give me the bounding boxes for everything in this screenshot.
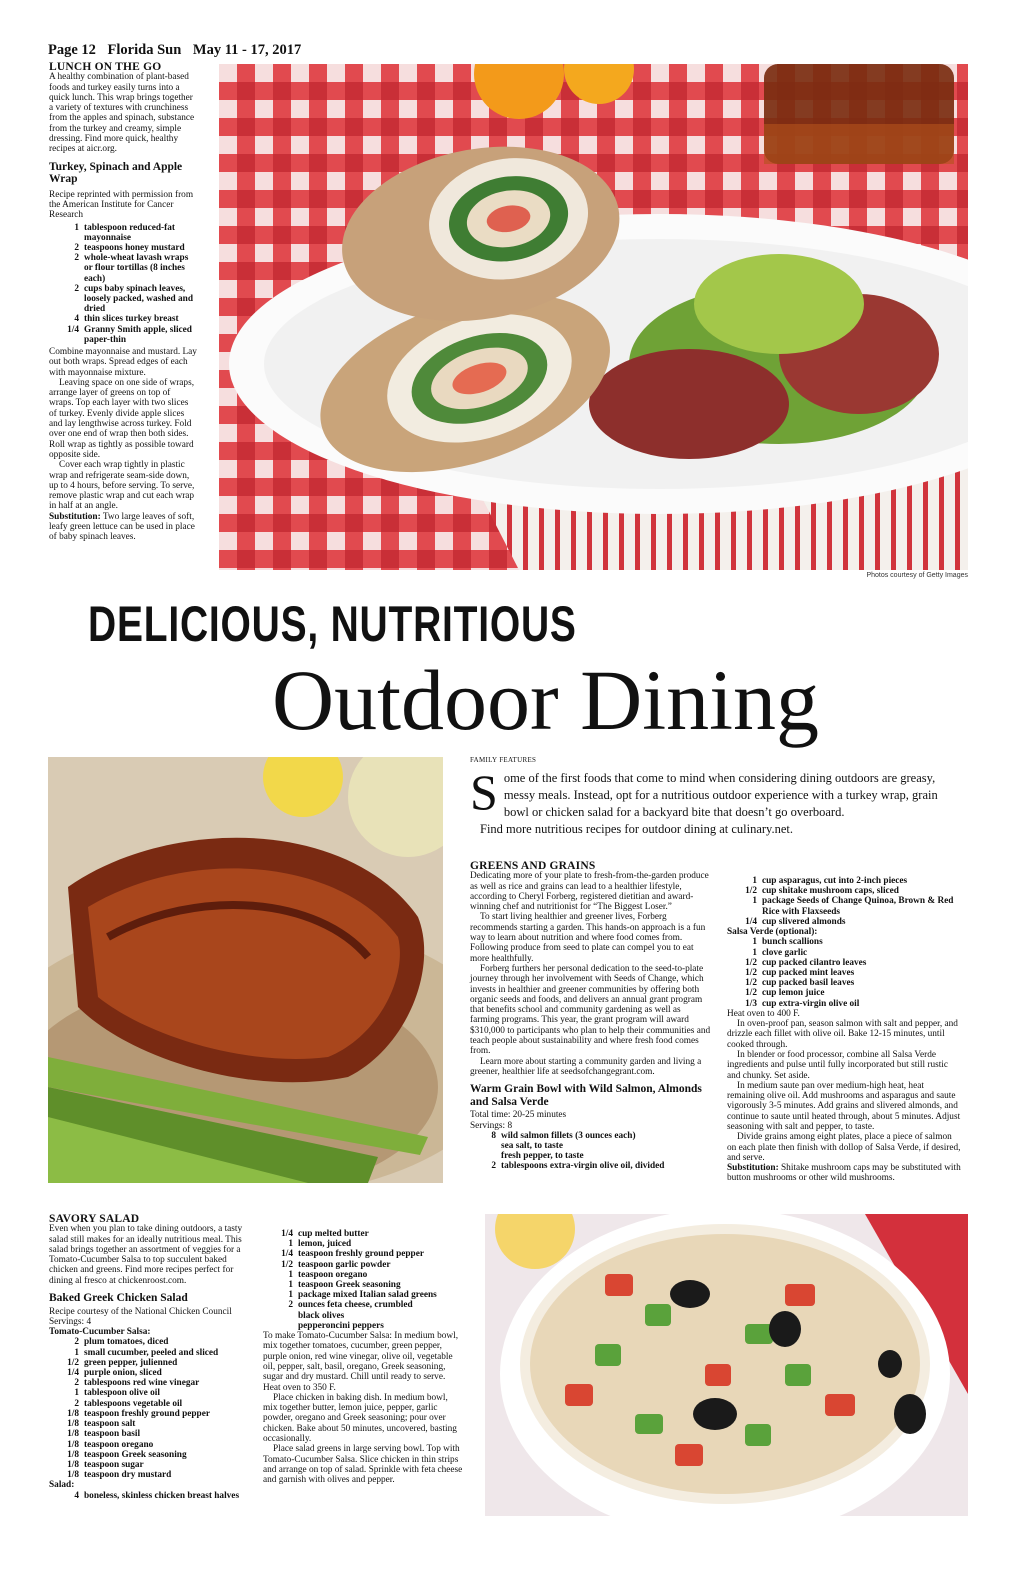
ingredient-quantity: 1/4 xyxy=(67,1368,79,1379)
grain-step-4: In medium saute pan over medium-high heat, heat remaining olive oil. Add mushrooms and asparagus and saute vigorously 3-5 minutes. Add grains and slivered almonds, and continue to saute until heated through, about 5 minutes. Adjust seasoning with salt and pepper, to taste. xyxy=(727,1080,961,1132)
lunch-column xyxy=(49,62,197,543)
grain-substitution xyxy=(727,1163,963,1184)
greens-para-3: Forberg furthers her personal dedication to the seed-to-plate journey through her involvement with Seeds of Change, which invests in healthier and greener communities by offering both organic seeds and foods, and delivers an annual grant program that benefits school and community gardening as well as farming programs. This year, the grant program will award $310,000 to participants who plan to help their communities and teach people about sustainability and where fresh food comes from. xyxy=(470,963,711,1057)
ingredient-text: package mixed Italian salad greens xyxy=(298,1290,437,1301)
ingredient-quantity: 1/4 xyxy=(67,324,79,335)
grain-sub-label: Substitution: xyxy=(727,1163,779,1174)
salad-step-1: To make Tomato-Cucumber Salsa: In medium bowl, mix together tomatoes, cucumber, green pepper, purple onion, red wine vinegar, olive oil, vegetable oil, pepper, salt, basil, oregano, Greek seasoning, sugar and dry mustard. Chill until ready to serve. xyxy=(263,1331,459,1383)
intro-more: Find more nutritious recipes for outdoor dining at culinary.net. xyxy=(480,822,794,836)
ingredient-text: cups baby spinach leaves, loosely packed, washed and dried xyxy=(84,283,194,315)
grain-ingredients-b xyxy=(727,876,963,927)
grain-step-2: In oven-proof pan, season salmon with salt and pepper, and drizzle each fillet with olive oil. Bake 12-15 minutes, until cooked through. xyxy=(727,1019,958,1050)
ingredient-text: tablespoon olive oil xyxy=(84,1388,160,1399)
ingredient-quantity xyxy=(470,1141,496,1151)
salad-intro: Even when you plan to take dining outdoors, a tasty salad still makes for an ideally nutritious meal. This salad brings together an assortment of veggies for a Tomato-Cucumber Salsa to top succulent baked chicken and greens. Find more recipes perfect for dining al fresco at chickenroost.com. xyxy=(49,1224,243,1286)
headline-main: Outdoor Dining xyxy=(272,652,820,748)
salmon-photo-illustration xyxy=(48,757,443,1183)
tomato-salsa-label: Tomato-Cucumber Salsa: xyxy=(49,1327,151,1338)
salad-step-3: Place chicken in baking dish. In medium bowl, mix together butter, lemon juice, pepper, garlic powder, oregano and Greek seasoning; pour over chicken. Bake about 50 minutes, uncovered, basting occasionally. xyxy=(263,1392,457,1444)
ingredient-text: cup shitake mushroom caps, sliced xyxy=(762,886,899,897)
wrap-step-2: Leaving space on one side of wraps, arrange layer of greens on top of wraps. Top each layer with two slices of turkey. Evenly divide apple slices and lay lengthwise across turkey. Fold over one end of wrap then both sides. Roll wrap as tightly as possible toward opposite side. xyxy=(49,377,195,460)
ingredient-text: cup packed mint leaves xyxy=(762,967,855,978)
salsa-verde-ingredients xyxy=(727,937,963,1008)
grain-recipe-title: Warm Grain Bowl with Wild Salmon, Almonds and Salsa Verde xyxy=(470,1083,702,1108)
ingredient-text: boneless, skinless chicken breast halves xyxy=(84,1490,240,1501)
ingredient-quantity: 1/8 xyxy=(67,1439,79,1450)
ingredient-quantity: 4 xyxy=(74,1490,79,1501)
wrap-substitution xyxy=(49,512,197,543)
ingredient-quantity: 1/2 xyxy=(745,978,757,989)
ingredient-quantity: 1/8 xyxy=(67,1449,79,1460)
ingredient-text: teaspoon freshly ground pepper xyxy=(298,1249,424,1260)
ingredient-text: cup slivered almonds xyxy=(762,916,846,927)
ingredient-text: tablespoons extra-virgin olive oil, divided xyxy=(501,1161,665,1172)
ingredient-quantity: 2 xyxy=(74,1398,79,1409)
greens-para-4: Learn more about starting a community garden and living a greener, healthier life at seedsofchangegrant.com. xyxy=(470,1056,702,1077)
ingredient-quantity: 1 xyxy=(74,222,79,233)
ingredient-quantity: 2 xyxy=(491,1161,496,1172)
ingredient-text: bunch scallions xyxy=(762,937,823,948)
ingredient-text: cup packed basil leaves xyxy=(762,978,855,989)
ingredient-quantity: 1/4 xyxy=(745,916,757,927)
salad-step-4: Place salad greens in large serving bowl. Top with Tomato-Cucumber Salsa. Slice chicken in thin strips and arrange on top of salad. Sprinkle with feta cheese and garnish with olives and pepper. xyxy=(263,1444,463,1486)
salad-step-2: Heat oven to 350 F. xyxy=(263,1382,336,1393)
greens-para-1: Dedicating more of your plate to fresh-from-the-garden produce as well as rice and grains can lead to a healthier lifestyle, according to Cheryl Forberg, registered dietitian and award-winning chef and nutritionist for “The Biggest Loser.” xyxy=(470,871,709,913)
salsa-verde-label: Salsa Verde (optional): xyxy=(727,927,818,938)
intro-lead xyxy=(470,764,960,838)
ingredient-quantity: 2 xyxy=(74,253,79,264)
salad-column-2 xyxy=(263,1229,463,1485)
greens-column xyxy=(470,861,712,1172)
ingredient-quantity: 1/8 xyxy=(67,1408,79,1419)
grain-time: Total time: 20-25 minutes xyxy=(470,1110,567,1121)
chicken-recipe-credit: Recipe courtesy of the National Chicken Council xyxy=(49,1306,232,1317)
ingredient-text: ounces feta cheese, crumbled xyxy=(298,1300,413,1311)
ingredient-text: tablespoons red wine vinegar xyxy=(84,1378,200,1389)
ingredient-text: cup melted butter xyxy=(298,1229,369,1239)
ingredient-text: teaspoon oregano xyxy=(84,1439,154,1450)
ingredient-quantity xyxy=(470,1151,496,1161)
chicken-servings: Servings: 4 xyxy=(49,1316,92,1327)
ingredient-quantity: 1 xyxy=(752,947,757,958)
ingredient-quantity: 1/8 xyxy=(67,1429,79,1440)
ingredient-text: teaspoon oregano xyxy=(298,1269,368,1280)
ingredient-text: teaspoons honey mustard xyxy=(84,242,185,253)
ingredient-text: small cucumber, peeled and sliced xyxy=(84,1347,219,1358)
wrap-recipe-title: Turkey, Spinach and Apple Wrap xyxy=(49,160,183,186)
tomato-salsa-ingredients xyxy=(49,1337,249,1480)
salmon-photo xyxy=(48,757,443,1183)
ingredient-text: whole-wheat lavash wraps or flour tortillas (8 inches each) xyxy=(84,253,189,284)
ingredient-quantity: 2 xyxy=(74,1337,79,1348)
grain-servings: Servings: 8 xyxy=(470,1120,513,1131)
ingredient-quantity: 8 xyxy=(491,1130,496,1141)
salad-photo xyxy=(485,1214,968,1516)
page-header xyxy=(48,42,309,59)
ingredient-quantity: 2 xyxy=(74,242,79,253)
ingredient-quantity: 1/8 xyxy=(67,1419,79,1430)
ingredient-quantity: 1/2 xyxy=(281,1259,293,1270)
grain-step-1: Heat oven to 400 F. xyxy=(727,1008,800,1019)
page-number: Page 12 xyxy=(48,42,96,58)
drop-cap: S xyxy=(470,764,498,820)
ingredient-text: tablespoons vegetable oil xyxy=(84,1398,183,1409)
ingredient-quantity: 1 xyxy=(74,1347,79,1358)
ingredient-quantity: 1/2 xyxy=(67,1357,79,1368)
ingredient-text: Granny Smith apple, sliced paper-thin xyxy=(84,324,192,345)
ingredient-quantity: 1 xyxy=(752,937,757,948)
wrap-ingredients xyxy=(49,223,197,345)
ingredient-text: teaspoon sugar xyxy=(84,1459,144,1470)
salad-label: Salad: xyxy=(49,1480,75,1491)
greens-heading: GREENS AND GRAINS xyxy=(470,860,596,872)
chicken-recipe-title: Baked Greek Chicken Salad xyxy=(49,1292,188,1305)
ingredient-quantity: 1/4 xyxy=(281,1249,293,1260)
issue-date: May 11 - 17, 2017 xyxy=(192,42,302,58)
ingredient-text: teaspoon freshly ground pepper xyxy=(84,1408,210,1419)
ingredient-text: lemon, juiced xyxy=(298,1239,352,1250)
ingredient-text: teaspoon Greek seasoning xyxy=(84,1449,187,1460)
ingredient-text: cup asparagus, cut into 2-inch pieces xyxy=(762,876,908,886)
grain-column-2 xyxy=(727,876,963,1184)
ingredient-quantity: 1/2 xyxy=(745,967,757,978)
wrap-photo xyxy=(219,64,968,570)
ingredient-quantity: 1 xyxy=(288,1280,293,1291)
ingredient-quantity: 1/4 xyxy=(281,1229,293,1239)
ingredient-quantity: 2 xyxy=(288,1300,293,1311)
ingredient-quantity: 1 xyxy=(288,1239,293,1250)
wrap-step-3: Cover each wrap tightly in plastic wrap and refrigerate seam-side down, up to 4 hours, before serving. To serve, remove plastic wrap and cut each wrap in half at an angle. xyxy=(49,460,195,512)
salad-ingredients-b xyxy=(263,1229,463,1331)
ingredient-text: cup lemon juice xyxy=(762,988,825,999)
ingredient-text: pepperoncini peppers xyxy=(298,1320,384,1331)
lunch-heading: LUNCH ON THE GO xyxy=(49,61,162,73)
photo-credit: Photos courtesy of Getty Images xyxy=(866,572,968,579)
substitution-text: Two large leaves of soft, leafy green lettuce can be used in place of baby spinach leaves. xyxy=(49,511,195,543)
ingredient-text: teaspoon Greek seasoning xyxy=(298,1280,401,1291)
ingredient-text: teaspoon salt xyxy=(84,1419,136,1430)
ingredient-text: teaspoon basil xyxy=(84,1429,141,1440)
ingredient-text: thin slices turkey breast xyxy=(84,314,179,325)
ingredient-quantity: 1/2 xyxy=(745,886,757,897)
wrap-photo-illustration xyxy=(219,64,968,570)
ingredient-quantity: 1/3 xyxy=(745,998,757,1009)
source-credit: FAMILY FEATURES xyxy=(470,756,537,764)
ingredient-text: clove garlic xyxy=(762,947,808,958)
ingredient-quantity: 1 xyxy=(288,1290,293,1301)
ingredient-text: fresh pepper, to taste xyxy=(501,1151,584,1162)
ingredient-text: teaspoon garlic powder xyxy=(298,1259,391,1270)
salad-photo-illustration xyxy=(485,1214,968,1516)
ingredient-text: green pepper, julienned xyxy=(84,1357,178,1368)
ingredient-quantity: 1/8 xyxy=(67,1459,79,1470)
lunch-intro: A healthy combination of plant-based foods and turkey easily turns into a quick lunch. This wrap brings together a variety of textures with crunchiness from the apples and spinach, substance from the turkey and creamy, simple dressing. Find more quick, healthy recipes at aicr.org. xyxy=(49,72,195,155)
ingredient-text: plum tomatoes, diced xyxy=(84,1337,169,1348)
ingredient-quantity: 1 xyxy=(288,1269,293,1280)
headline-kicker: DELICIOUS, NUTRITIOUS xyxy=(88,596,577,652)
ingredient-quantity xyxy=(263,1311,293,1321)
ingredient-text: tablespoon reduced-fat mayonnaise xyxy=(84,222,175,243)
substitution-label: Substitution: xyxy=(49,511,101,522)
wrap-recipe-credit: Recipe reprinted with permission from the American Institute for Cancer Research xyxy=(49,189,194,221)
grain-step-5: Divide grains among eight plates, place a piece of salmon on each plate then finish with dollop of Salsa Verde, if desired, and serve. xyxy=(727,1132,961,1163)
ingredient-text: package Seeds of Change Quinoa, Brown & Red Rice with Flaxseeds xyxy=(762,896,954,917)
wrap-step-1: Combine mayonnaise and mustard. Lay out both wraps. Spread edges of each with mayonnaise mixture. xyxy=(49,347,197,378)
ingredient-quantity: 4 xyxy=(74,314,79,325)
ingredient-quantity: 1/8 xyxy=(67,1470,79,1481)
intro-text: ome of the first foods that come to mind when considering dining outdoors are greasy, messy meals. Instead, opt for a nutritious outdoor experience with a turkey wrap, grain bowl or chicken salad for a backyard bite that doesn’t go overboard. xyxy=(503,771,938,819)
ingredient-quantity: 1 xyxy=(752,876,757,886)
salad-heading: SAVORY SALAD xyxy=(49,1213,140,1225)
ingredient-quantity: 1 xyxy=(74,1388,79,1399)
grain-sub-text: Shitake mushroom caps may be substituted with button mushrooms or other wild mushrooms. xyxy=(727,1163,961,1184)
salad-ingredients-a xyxy=(49,1491,249,1501)
ingredient-quantity: 1/2 xyxy=(745,988,757,999)
ingredient-quantity: 1/2 xyxy=(745,957,757,968)
ingredient-quantity: 2 xyxy=(74,283,79,294)
salad-column xyxy=(49,1214,249,1501)
paper-name: Florida Sun xyxy=(107,42,182,58)
ingredient-text: black olives xyxy=(298,1310,345,1321)
ingredient-text: teaspoon dry mustard xyxy=(84,1470,172,1481)
ingredient-text: cup packed cilantro leaves xyxy=(762,957,867,968)
grain-step-3: In blender or food processor, combine all Salsa Verde ingredients and pulse until fully incorporated but still rustic and chunky. Set aside. xyxy=(727,1049,949,1081)
grain-ingredients-a xyxy=(470,1131,712,1172)
greens-para-2: To start living healthier and greener lives, Forberg recommends starting a garden. This hands-on approach is a fun way to learn about nutrition and where food comes from. Following produce from seed to plate can compel you to eat more healthfully. xyxy=(470,912,706,964)
ingredient-text: sea salt, to taste xyxy=(501,1141,563,1152)
ingredient-quantity: 2 xyxy=(74,1378,79,1389)
ingredient-text: purple onion, sliced xyxy=(84,1368,162,1379)
ingredient-text: wild salmon fillets (3 ounces each) xyxy=(501,1130,636,1141)
ingredient-quantity: 1 xyxy=(752,896,757,907)
ingredient-quantity xyxy=(263,1321,293,1331)
ingredient-text: cup extra-virgin olive oil xyxy=(762,998,860,1009)
